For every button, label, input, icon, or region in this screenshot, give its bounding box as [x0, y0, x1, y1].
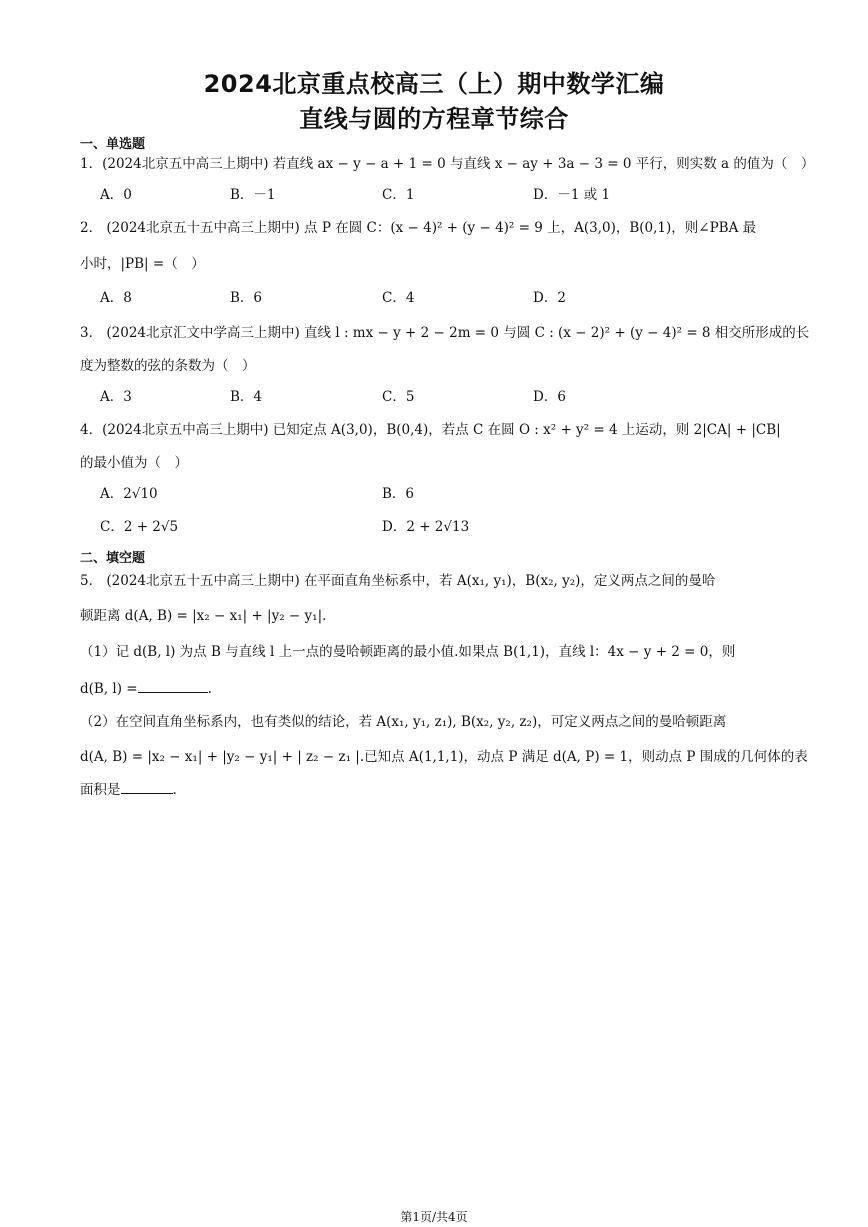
section-single-choice: 一、单选题: [80, 137, 146, 152]
q5-part-1-line-1: （1）记 d(B, l) 为点 B 与直线 l 上一点的曼哈顿距离的最小值.如果点 B(1,1)，直线 l：4x − y + 2 = 0，则: [80, 644, 736, 660]
q4-option-a: A．2√10: [100, 486, 158, 502]
title-line-2: 直线与圆的方程章节综合: [299, 105, 569, 133]
q1-option-a: A．0: [100, 187, 132, 203]
question-3-stem-line-1: 3． (2024北京汇文中学高三上期中) 直线 l : mx − y + 2 − 2m = 0 与圆 C : (x − 2)² + (y − 4)² = 8 相交所形成的长: [80, 325, 810, 341]
question-4-stem-line-2: 的最小值为（ ）: [80, 455, 188, 471]
q3-option-b: B．4: [230, 389, 263, 405]
q2-option-b: B．6: [230, 290, 263, 306]
q4-option-c: C．2 + 2√5: [100, 519, 179, 535]
q5-part-2-line-2: d(A, B) = |x₂ − x₁| + |y₂ − y₁| + | z₂ − z₁ |.已知点 A(1,1,1)，动点 P 满足 d(A, P) = 1，则动点 P 围成的几何体的表: [80, 749, 808, 765]
answer-blank-1[interactable]: [138, 680, 208, 693]
question-4-stem-line-1: 4．(2024北京五中高三上期中) 已知定点 A(3,0)，B(0,4)，若点 C 在圆 O : x² + y² = 4 上运动，则 2|CA| + |CB|: [80, 422, 781, 438]
q5-part-1-line-2: d(B, l) = .: [80, 681, 212, 697]
answer-blank-2[interactable]: [121, 781, 173, 794]
question-2-stem-line-1: 2． (2024北京五十五中高三上期中) 点 P 在圆 C：(x − 4)² + (y − 4)² = 9 上，A(3,0)，B(0,1)，则∠PBA 最: [80, 220, 757, 236]
q1-option-b: B．－1: [230, 187, 276, 203]
q2-option-a: A．8: [100, 290, 132, 306]
q3-option-c: C．5: [382, 389, 415, 405]
q3-option-d: D．6: [533, 389, 566, 405]
question-5-stem-line-1: 5． (2024北京五十五中高三上期中) 在平面直角坐标系中，若 A(x₁, y₁)，B(x₂, y₂)，定义两点之间的曼哈: [80, 573, 716, 589]
title-line-1: 2024北京重点校高三（上）期中数学汇编: [203, 70, 665, 98]
q4-option-b: B．6: [382, 486, 415, 502]
question-3-stem-line-2: 度为整数的弦的条数为（ ）: [80, 358, 256, 374]
q1-option-c: C．1: [382, 187, 415, 203]
q5-part-2-expr: 面积是: [80, 782, 121, 798]
q5-part-2-line-3: 面积是 .: [80, 782, 177, 798]
question-5-stem-line-2: 顿距离 d(A, B) = |x₂ − x₁| + |y₂ − y₁|.: [80, 608, 327, 624]
section-fill-in: 二、填空题: [80, 551, 146, 566]
q1-option-d: D．－1 或 1: [533, 187, 611, 203]
q4-option-d: D．2 + 2√13: [382, 519, 470, 535]
q3-option-a: A．3: [100, 389, 132, 405]
q5-part-2-line-1: （2）在空间直角坐标系内，也有类似的结论，若 A(x₁, y₁, z₁), B(x₂, y₂, z₂)，可定义两点之间的曼哈顿距离: [80, 714, 727, 730]
q2-option-d: D．2: [533, 290, 566, 306]
q5-part-1-expr: d(B, l) =: [80, 681, 138, 697]
question-1-stem: 1．(2024北京五中高三上期中) 若直线 ax − y − a + 1 = 0 与直线 x − ay + 3a − 3 = 0 平行，则实数 a 的值为（ ）: [80, 156, 815, 172]
page-footer: 第1页/共4页: [400, 1210, 468, 1224]
question-2-stem-line-2: 小时，|PB| =（ ）: [80, 256, 205, 272]
q2-option-c: C．4: [382, 290, 415, 306]
